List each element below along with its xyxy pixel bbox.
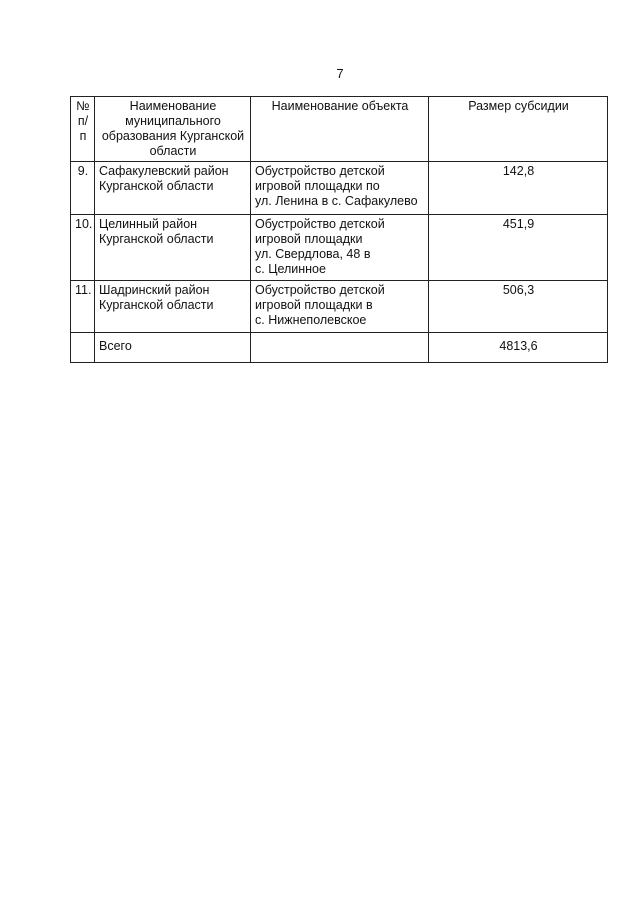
- object-line: с. Целинное: [255, 262, 326, 276]
- row-number: 10.: [71, 215, 95, 281]
- table-total-row: [71, 333, 608, 363]
- total-number-cell: [71, 333, 95, 363]
- object-line: ул. Свердлова, 48 в: [255, 247, 371, 261]
- municipality-line: Курганской области: [99, 298, 214, 312]
- header-subsidy-line: Размер субсидии: [468, 99, 569, 113]
- total-subsidy: 4813,6: [429, 333, 608, 363]
- header-subsidy: [429, 97, 608, 162]
- municipality-line: Курганской области: [99, 179, 214, 193]
- municipality-line: Сафакулевский район: [99, 164, 229, 178]
- row-subsidy: 142,8: [429, 162, 608, 215]
- object-line: Обустройство детской: [255, 283, 385, 297]
- header-municipality-line: области: [149, 144, 197, 158]
- object-line: игровой площадки в: [255, 298, 373, 312]
- row-municipality: [95, 215, 251, 281]
- municipality-line: Курганской области: [99, 232, 214, 246]
- header-municipality-line: образования Курганской: [101, 129, 245, 143]
- municipality-line: Шадринский район: [99, 283, 210, 297]
- page-number: 7: [336, 66, 344, 81]
- header-municipality: [95, 97, 251, 162]
- table-row: [71, 162, 608, 215]
- header-number-line: п/п: [77, 114, 89, 143]
- municipality-line: Целинный район: [99, 217, 198, 231]
- row-number: 11.: [71, 281, 95, 333]
- total-label: Всего: [95, 333, 251, 363]
- header-object-line: Наименование объекта: [271, 99, 409, 113]
- row-municipality: [95, 162, 251, 215]
- subsidy-table: [70, 96, 608, 363]
- row-subsidy: 506,3: [429, 281, 608, 333]
- row-municipality: [95, 281, 251, 333]
- header-number-line: №: [76, 99, 90, 113]
- object-line: игровой площадки: [255, 232, 363, 246]
- total-object-cell: [251, 333, 429, 363]
- header-municipality-line: муниципального: [125, 114, 221, 128]
- row-subsidy: 451,9: [429, 215, 608, 281]
- row-number: 9.: [71, 162, 95, 215]
- header-number: [71, 97, 95, 162]
- row-object: [251, 215, 429, 281]
- row-object: [251, 162, 429, 215]
- table-row: [71, 215, 608, 281]
- object-line: Обустройство детской: [255, 164, 385, 178]
- object-line: ул. Ленина в с. Сафакулево: [255, 194, 418, 208]
- header-object: [251, 97, 429, 162]
- object-line: Обустройство детской: [255, 217, 385, 231]
- table-row: [71, 281, 608, 333]
- table-header-row: [71, 97, 608, 162]
- object-line: с. Нижнеполевское: [255, 313, 367, 327]
- row-object: [251, 281, 429, 333]
- object-line: игровой площадки по: [255, 179, 380, 193]
- header-municipality-line: Наименование: [129, 99, 217, 113]
